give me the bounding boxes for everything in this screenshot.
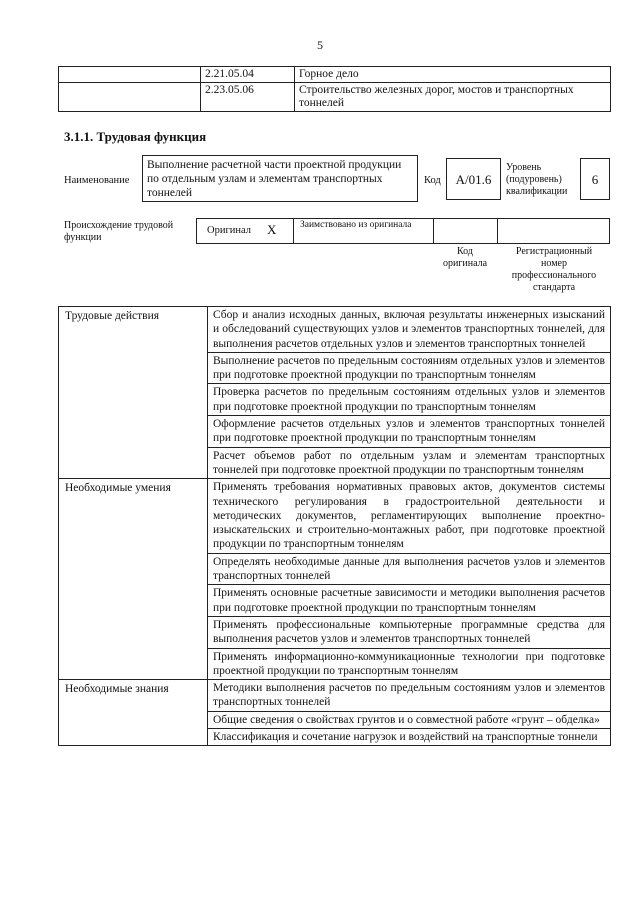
original-mark: X [267,222,277,237]
labor-action: Проверка расчетов по предельным состояниям отдельных узлов и элементов при подготовке проектной продукции по транспортным тоннелям [208,384,611,416]
table-row [59,83,611,112]
function-name: Выполнение расчетной части проектной продукции по отдельным узлам и элементам транспортных тоннелей [147,159,402,199]
required-skill: Определять необходимые данные для выполнения расчетов узлов и элементов транспортных тоннелей [208,553,611,585]
origin-table [196,218,610,244]
level-value: 6 [591,172,599,187]
section-title: 3.1.1. Трудовая функция [64,129,207,144]
table-row [59,67,611,83]
required-knowledge: Методики выполнения расчетов по предельным состояниям узлов и элементов транспортных тоннелей [208,680,611,712]
labor-action: Выполнение расчетов по предельным состояниям отдельных узлов и элементов при подготовке проектной продукции по транспортным тоннелям [208,352,611,384]
table-row [59,307,611,353]
function-code: A/01.6 [455,172,492,187]
education-codes-table [58,66,611,112]
labor-action: Оформление расчетов отдельных узлов и элементов транспортных тоннелей при подготовке проектной продукции по транспортным тоннелям [208,416,611,448]
code-label: Код [424,175,441,186]
section-heading: Необходимые умения [59,479,208,680]
table-cell-empty [59,67,201,83]
function-code-box [446,158,501,200]
function-name-box [142,155,418,202]
required-skill: Применять требования нормативных правовых актов, документов системы технического регулирования в градостроительной деятельности и методических документов, регламентирующих выполнение проектно-изыскательских и строительно-монтажных работ, при подготовке проектной продукции по транспортным тоннелям [208,479,611,553]
section-heading: Трудовые действия [59,307,208,479]
specialty-name-cell: Строительство железных дорог, мостов и транспортных тоннелей [295,83,611,112]
table-row [59,680,611,712]
code-original-caption: Код оригинала [442,246,488,269]
level-box [580,158,610,200]
divider [497,218,498,244]
page-number: 5 [317,38,323,52]
table-cell-empty [59,83,201,112]
labor-action: Сбор и анализ исходных данных, включая результаты инженерных изысканий и обследований существующих узлов и элементов транспортных тоннелей, для выполнения расчетов отдельных узлов и элементов транспортных тоннелей [208,307,611,353]
function-details-table [58,306,611,746]
name-label: Наименование [64,175,130,186]
labor-action: Расчет объемов работ по отдельным узлам и элементам транспортных тоннелей при подготовке проектной продукции по транспортным тоннелям [208,447,611,479]
required-knowledge: Классификация и сочетание нагрузок и воздействий на транспортные тоннели [208,729,611,746]
level-label: Уровень (подуровень) квалификации [506,162,568,197]
section-heading: Необходимые знания [59,680,208,746]
origin-label: Происхождение трудовой функции [64,220,174,243]
code-cell: 2.23.05.06 [201,83,295,112]
table-row [59,479,611,553]
required-skill: Применять информационно-коммуникационные технологии при подготовке проектной продукции по транспортным тоннелям [208,648,611,680]
required-skill: Применять профессиональные компьютерные программные средства для выполнения расчетов узлов и элементов транспортных тоннелей [208,616,611,648]
required-knowledge: Общие сведения о свойствах грунтов и о совместной работе «грунт – обделка» [208,711,611,728]
original-label: Оригинал [207,225,251,236]
divider [293,218,294,244]
borrowed-label: Заимствовано из оригинала [300,220,412,230]
required-skill: Применять основные расчетные зависимости и методики выполнения расчетов при подготовке проектной продукции по транспортным тоннелям [208,585,611,617]
specialty-name-cell: Горное дело [295,67,611,83]
registration-number-caption: Регистрационный номер профессионального стандарта [511,246,597,293]
divider [433,218,434,244]
code-cell: 2.21.05.04 [201,67,295,83]
